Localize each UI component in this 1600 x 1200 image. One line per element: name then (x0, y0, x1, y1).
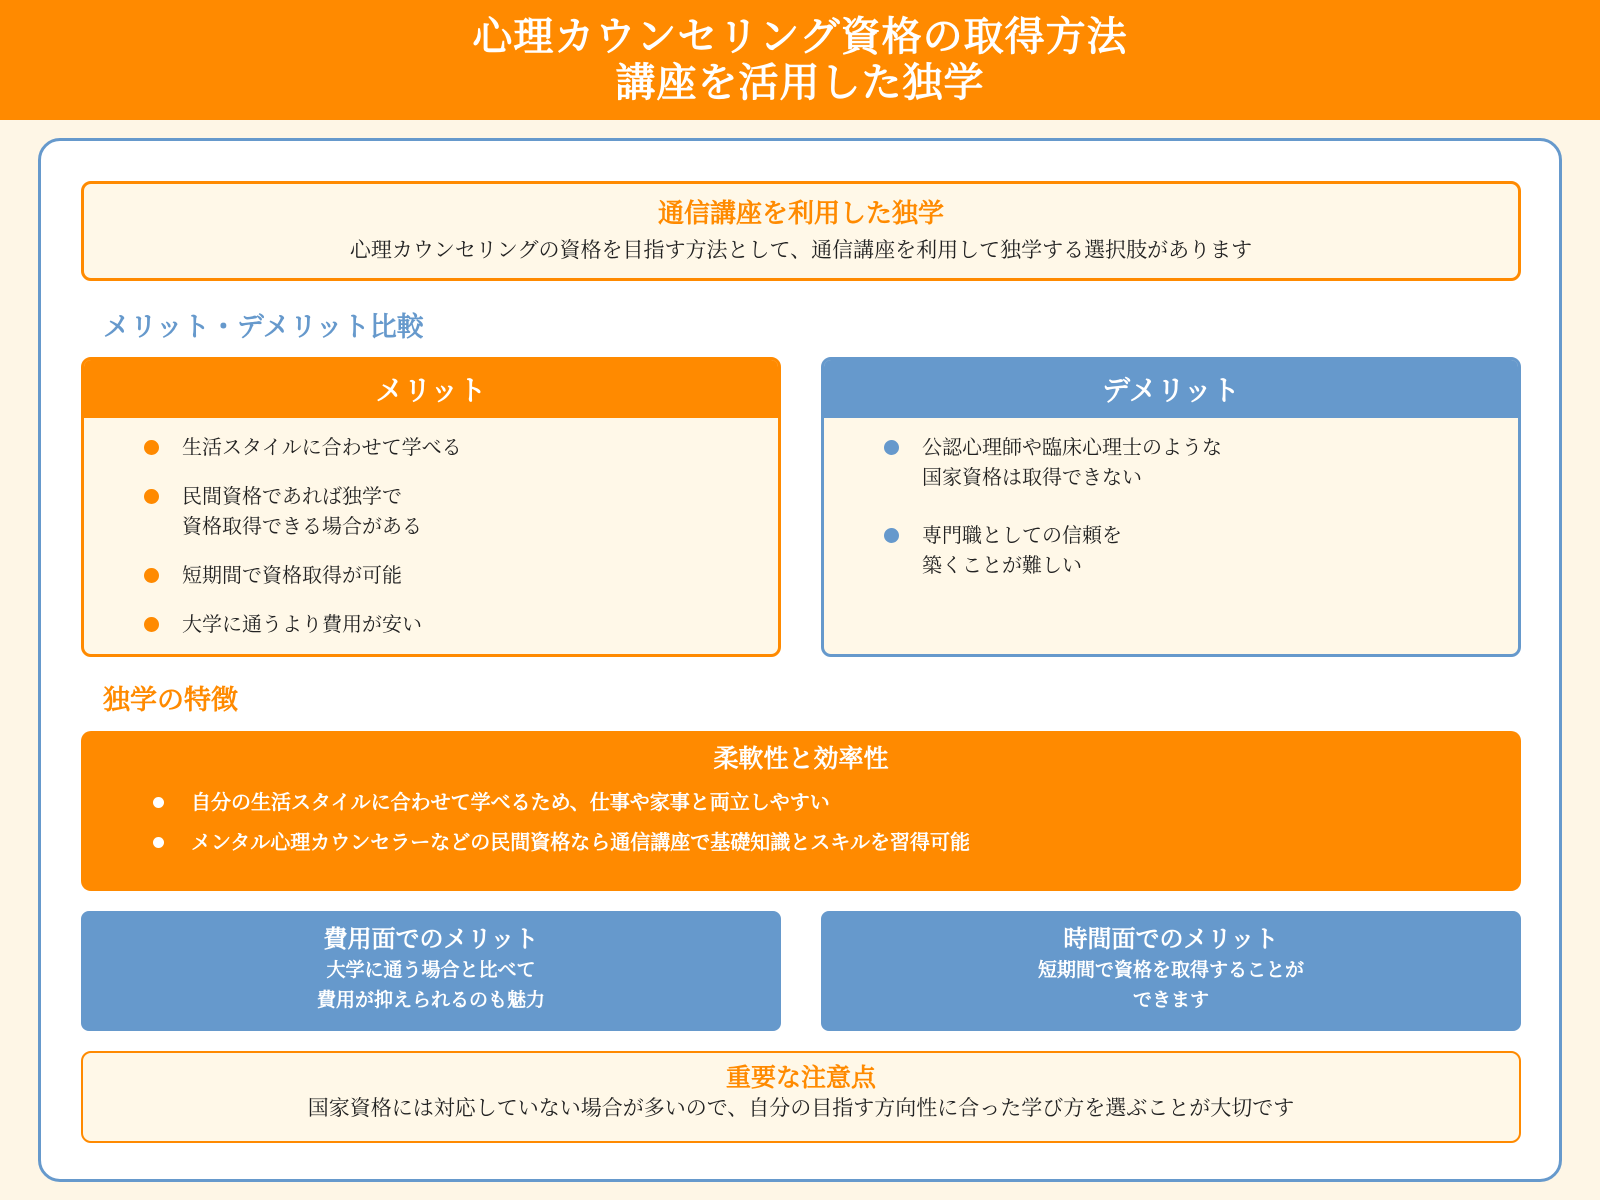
flexibility-box (81, 731, 1521, 891)
flexibility-item (153, 787, 1521, 817)
demerit-card (821, 357, 1521, 657)
time-merit-line: できます (1132, 989, 1209, 1011)
cost-merit-box (81, 911, 781, 1031)
merit-card-title: メリット (84, 360, 778, 418)
demerit-item-text: 国家資格は取得できない (922, 465, 1142, 489)
intro-title: 通信講座を利用した独学 (657, 199, 944, 229)
merit-item-text: 資格取得できる場合がある (182, 514, 422, 538)
intro-text: 心理カウンセリングの資格を目指す方法として、通信講座を利用して独学する選択肢があります (349, 238, 1253, 262)
intro-box (81, 181, 1521, 281)
page-header (0, 0, 1600, 120)
merit-item (144, 481, 778, 541)
flexibility-item-text: メンタル心理カウンセラーなどの民間資格なら通信講座で基礎知識とスキルを習得可能 (191, 830, 970, 854)
merit-item (144, 432, 778, 462)
demerit-list (824, 432, 1518, 580)
merit-item (144, 609, 778, 639)
bullet-dot-icon (144, 568, 159, 583)
flexibility-title: 柔軟性と効率性 (713, 744, 889, 773)
bullet-dot-icon (153, 797, 164, 808)
bullet-dot-icon (144, 440, 159, 455)
demerit-item (884, 520, 1518, 580)
page-title: 心理カウンセリング資格の取得方法 (472, 14, 1128, 60)
demerit-item-text: 築くことが難しい (922, 553, 1082, 577)
time-merit-line: 短期間で資格を取得することが (1037, 959, 1304, 981)
demerit-item-text: 公認心理師や臨床心理士のような (922, 435, 1222, 459)
bullet-dot-icon (144, 489, 159, 504)
important-note-text: 国家資格には対応していない場合が多いので、自分の目指す方向性に合った学び方を選ぶことが大切です (307, 1096, 1295, 1120)
cost-merit-line: 大学に通う場合と比べて (326, 959, 536, 981)
time-merit-title: 時間面でのメリット (1063, 925, 1279, 953)
demerit-item (884, 432, 1518, 492)
bullet-dot-icon (884, 440, 899, 455)
page-subtitle: 講座を活用した独学 (615, 60, 985, 106)
features-section-title: 独学の特徴 (103, 685, 238, 716)
merit-list (84, 432, 778, 639)
main-panel (38, 138, 1562, 1182)
flexibility-item (153, 827, 1521, 857)
bullet-dot-icon (884, 528, 899, 543)
cost-merit-title: 費用面でのメリット (323, 925, 539, 953)
important-note-title: 重要な注意点 (725, 1063, 876, 1092)
merit-item (144, 560, 778, 590)
bullet-dot-icon (153, 837, 164, 848)
time-merit-box (821, 911, 1521, 1031)
merit-item-text: 民間資格であれば独学で (182, 484, 402, 508)
merit-card (81, 357, 781, 657)
compare-section-title: メリット・デメリット比較 (103, 312, 424, 343)
flexibility-item-text: 自分の生活スタイルに合わせて学べるため、仕事や家事と両立しやすい (191, 790, 830, 814)
cost-merit-line: 費用が抑えられるのも魅力 (316, 989, 545, 1011)
important-note-box (81, 1051, 1521, 1143)
bullet-dot-icon (144, 617, 159, 632)
flexibility-list (81, 787, 1521, 857)
demerit-item-text: 専門職としての信頼を (922, 523, 1122, 547)
merit-item-text: 大学に通うより費用が安い (182, 612, 422, 636)
merit-item-text: 短期間で資格取得が可能 (182, 563, 402, 587)
merit-item-text: 生活スタイルに合わせて学べる (182, 435, 462, 459)
demerit-card-title: デメリット (824, 360, 1518, 418)
